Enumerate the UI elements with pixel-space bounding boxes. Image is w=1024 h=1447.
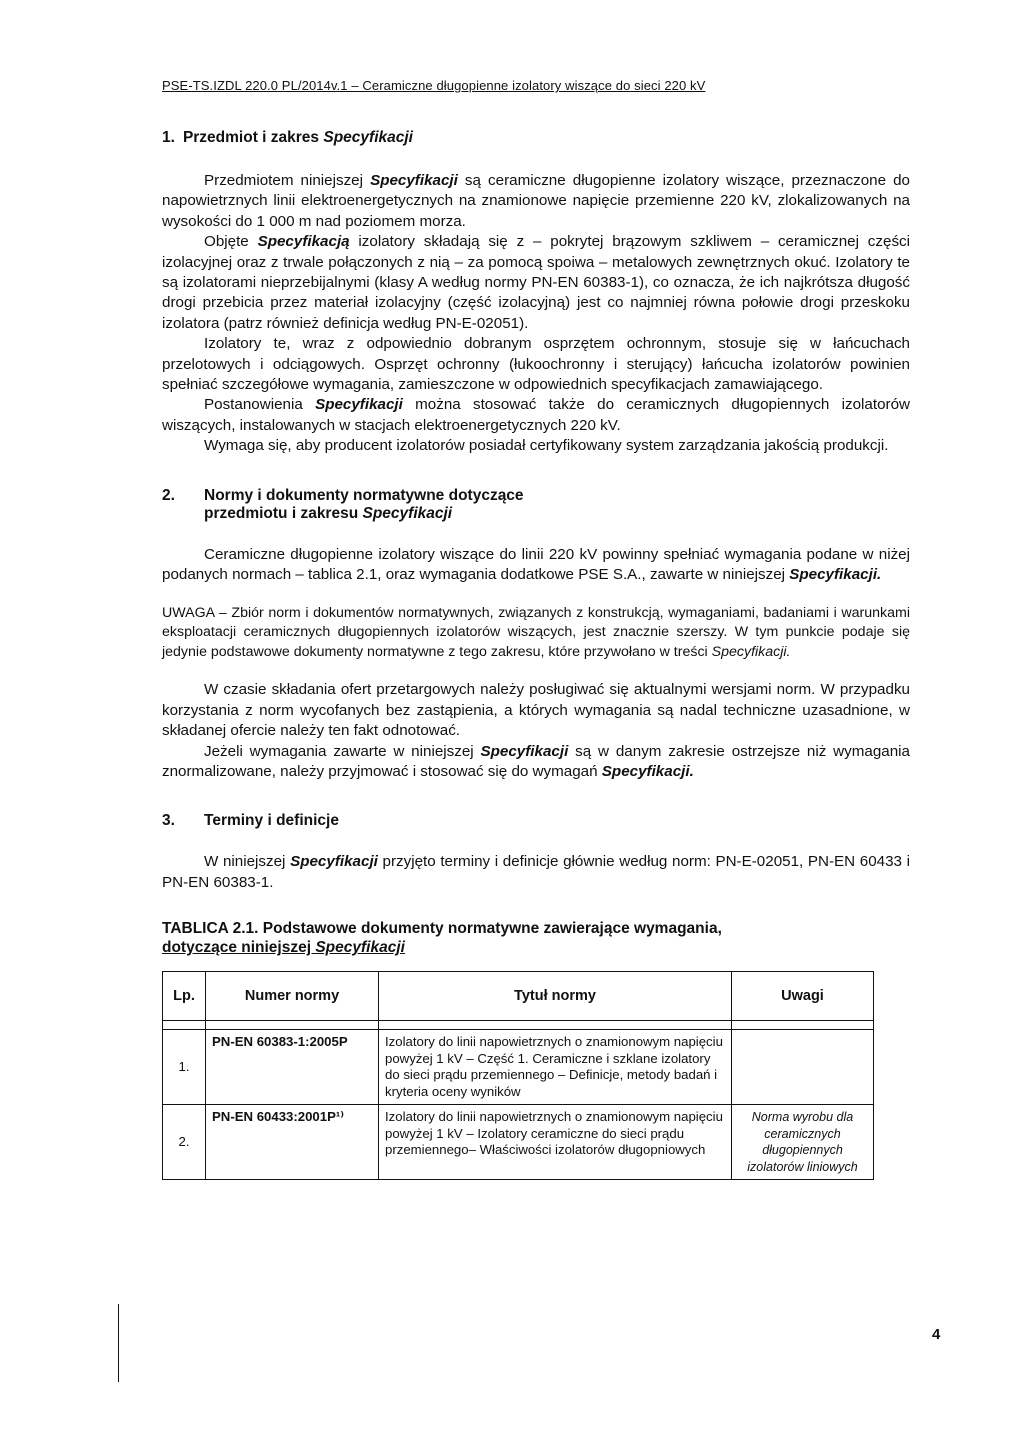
section-3-number: 3. — [162, 812, 175, 830]
section-1-number: 1. — [162, 129, 175, 146]
row-number: PN-EN 60433:2001P¹⁾ — [206, 1105, 379, 1180]
section-2-title-line-2: przedmiotu i zakresu Specyfikacji — [204, 504, 453, 522]
table-caption — [162, 919, 910, 957]
header-number: Numer normy — [206, 972, 379, 1021]
row-title: Izolatory do linii napowietrznych o znamionowym napięciu powyżej 1 kV – Izolatory ceramiczne do sieci prądu przemiennego– Właściwości izolatorów długopniowych — [379, 1105, 732, 1180]
margin-bar — [118, 1304, 119, 1382]
section-3-title: Terminy i definicje — [204, 812, 339, 830]
section-1-heading — [162, 129, 910, 147]
section-1-paragraph-3: Izolatory te, wraz z odpowiednio dobranym osprzętem ochronnym, stosuje się w łańcuchach przelotowych i odciągowych. Osprzęt ochronny (łukoochronny i sterujący) łańcucha izolatorów powinien spełniać szczegółowe wymagania, zamieszczone w odpowiednich specyfikacjach zamawiającego. — [162, 335, 910, 394]
section-1-paragraph-5: Wymaga się, aby producent izolatorów posiadał certyfikowany system zarządzania jakością produkcji. — [204, 437, 889, 455]
header-title: Tytuł normy — [379, 972, 732, 1021]
section-2-title-line-1: Normy i dokumenty normatywne dotyczące — [204, 486, 524, 504]
section-3-heading — [162, 812, 910, 830]
section-1-paragraph-4: Postanowienia Specyfikacji można stosować także do ceramicznych długopiennych izolatorów wiszących, instalowanych w stacjach elektroenergetycznych 220 kV. — [162, 396, 910, 434]
document-page — [162, 78, 910, 1180]
header-lp: Lp. — [163, 972, 206, 1021]
section-3-paragraph-1: W niniejszej Specyfikacji przyjęto terminy i definicje głównie według norm: PN-E-02051, PN-EN 60433 i PN-EN 60383-1. — [162, 853, 910, 891]
section-1-paragraph-1: Przedmiotem niniejszej Specyfikacji są ceramiczne długopienne izolatory wiszące, przeznaczone do napowietrznych linii elektroenergetycznych na znamionowe napięcie przemienne 220 kV, zlokalizowanych na wysokości do 1 000 m nad poziomem morza. — [162, 172, 910, 230]
section-2-note: UWAGA – Zbiór norm i dokumentów normatywnych, związanych z konstrukcją, wymaganiami, badaniami i warunkami eksploatacji ceramicznych długopiennych izolatorów wiszących, jest znacznie szerszy. W tym punkcie podaje się jedynie podstawowe dokumenty normatywne z tego zakresu, które przywołano w treści Specyfikacji. — [162, 604, 910, 660]
table-spacer — [163, 1021, 874, 1030]
table-row — [163, 1030, 874, 1105]
running-header: PSE-TS.IZDL 220.0 PL/2014v.1 – Ceramiczne długopienne izolatory wiszące do sieci 220 kV — [162, 78, 706, 93]
row-lp: 2. — [163, 1105, 206, 1180]
section-2-paragraph-1: Ceramiczne długopienne izolatory wiszące do linii 220 kV powinny spełniać wymagania podane w niżej podanych normach – tablica 2.1, oraz wymagania dodatkowe PSE S.A., zawarte w niniejszej Specyfikacji. — [162, 545, 910, 584]
row-lp: 1. — [163, 1030, 206, 1105]
table-caption-line-1: TABLICA 2.1. Podstawowe dokumenty normatywne zawierające wymagania, — [162, 920, 722, 938]
table-header-row — [163, 972, 874, 1021]
section-1-title-em: Specyfikacji — [323, 129, 413, 146]
page-number: 4 — [932, 1326, 941, 1343]
table-row — [163, 1105, 874, 1180]
row-notes: Norma wyrobu dla ceramicznych długopiennych izolatorów liniowych — [732, 1105, 874, 1180]
row-notes — [732, 1030, 874, 1105]
section-2-number: 2. — [162, 486, 175, 504]
section-1-paragraph-2: Objęte Specyfikacją izolatory składają się z – pokrytej brązowym szkliwem – ceramicznej części izolacyjnej oraz z trwale połączonych z nią – za pomocą spoiwa – metalowych zewnętrznych okuć. Izolatory te są izolatorami nieprzebijalnymi (klasy A według normy PN-EN 60383-1), co oznacza, że ich najkrótsza długość drogi przebicia przez materiał izolacyjny (część izolacyjną) jest co najmniej równa połowie drogi przeskoku izolatora (patrz również definicja według PN-E-02051). — [162, 233, 911, 332]
row-number: PN-EN 60383-1:2005P — [206, 1030, 379, 1105]
section-2-paragraph-2: W czasie składania ofert przetargowych należy posługiwać się aktualnymi wersjami norm. W przypadku korzystania z norm wycofanych bez zastąpienia, a których wymagania są nadal techniczne uzasadnione, w składanej ofercie należy ten fakt odnotować. — [162, 681, 910, 740]
header-notes: Uwagi — [732, 972, 874, 1021]
section-2-paragraph-3: Jeżeli wymagania zawarte w niniejszej Specyfikacji są w danym zakresie ostrzejsze niż wymagania znormalizowane, należy przyjmować i stosować się do wymagań Specyfikacji. — [162, 742, 910, 780]
section-1-title: Przedmiot i zakres — [182, 129, 324, 146]
standards-table — [162, 971, 874, 1180]
section-2-heading — [162, 487, 910, 523]
row-title: Izolatory do linii napowietrznych o znamionowym napięciu powyżej 1 kV – Część 1. Ceramiczne i szklane izolatory do sieci prądu przemiennego – Definicje, metody badań i kryteria oceny wyników — [379, 1030, 732, 1105]
table-caption-line-2: dotyczące niniejszej Specyfikacji — [162, 939, 405, 957]
